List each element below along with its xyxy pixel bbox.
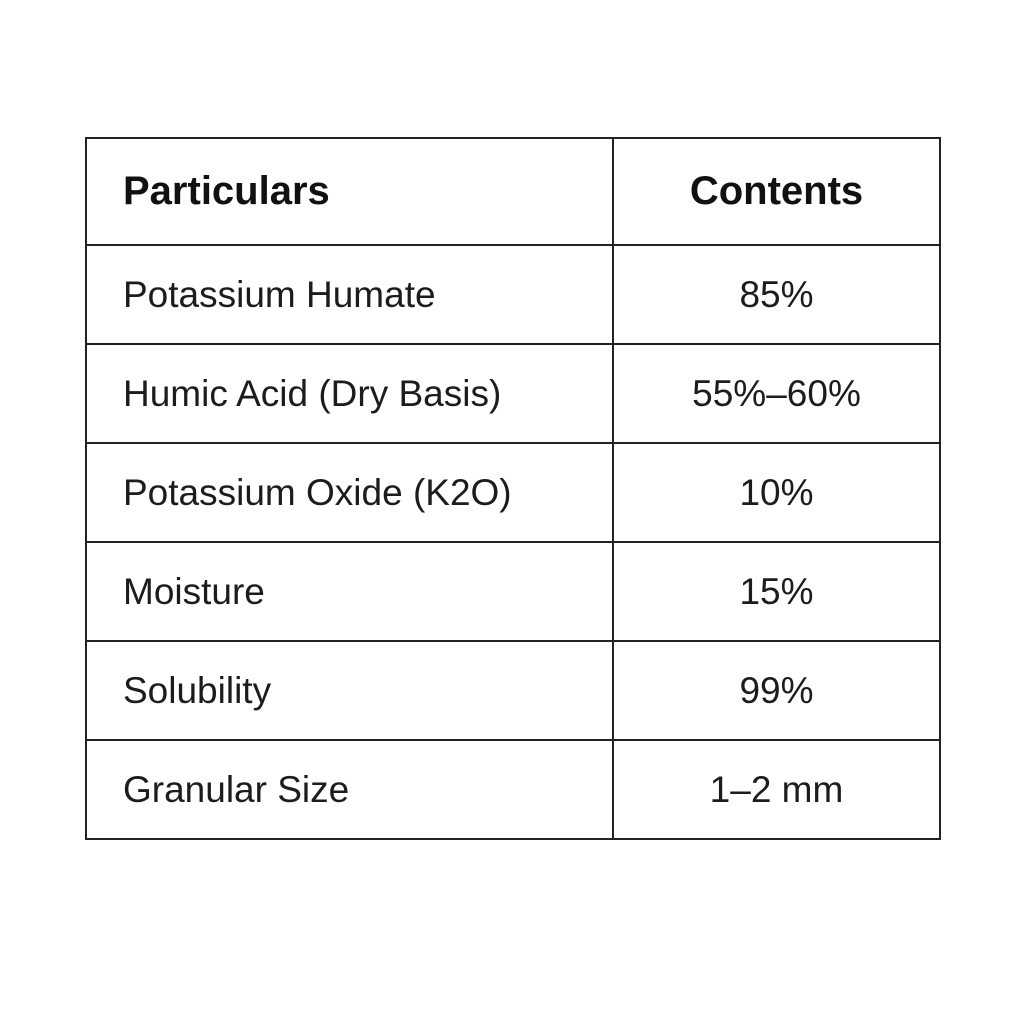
particular-cell: Humic Acid (Dry Basis) (86, 344, 613, 443)
header-contents: Contents (613, 138, 940, 245)
table-row (86, 641, 940, 740)
content-cell: 85% (613, 245, 940, 344)
table-row (86, 344, 940, 443)
content-cell: 55%–60% (613, 344, 940, 443)
particular-cell: Solubility (86, 641, 613, 740)
header-row (86, 138, 940, 245)
content-cell: 15% (613, 542, 940, 641)
table-row (86, 245, 940, 344)
content-cell: 99% (613, 641, 940, 740)
specification-table (85, 137, 941, 840)
particular-cell: Moisture (86, 542, 613, 641)
table-row (86, 443, 940, 542)
content-cell: 1–2 mm (613, 740, 940, 839)
particular-cell: Granular Size (86, 740, 613, 839)
table-body (86, 245, 940, 839)
table-row (86, 542, 940, 641)
table-row (86, 740, 940, 839)
particular-cell: Potassium Humate (86, 245, 613, 344)
table-header (86, 138, 940, 245)
particular-cell: Potassium Oxide (K2O) (86, 443, 613, 542)
header-particulars: Particulars (86, 138, 613, 245)
content-cell: 10% (613, 443, 940, 542)
